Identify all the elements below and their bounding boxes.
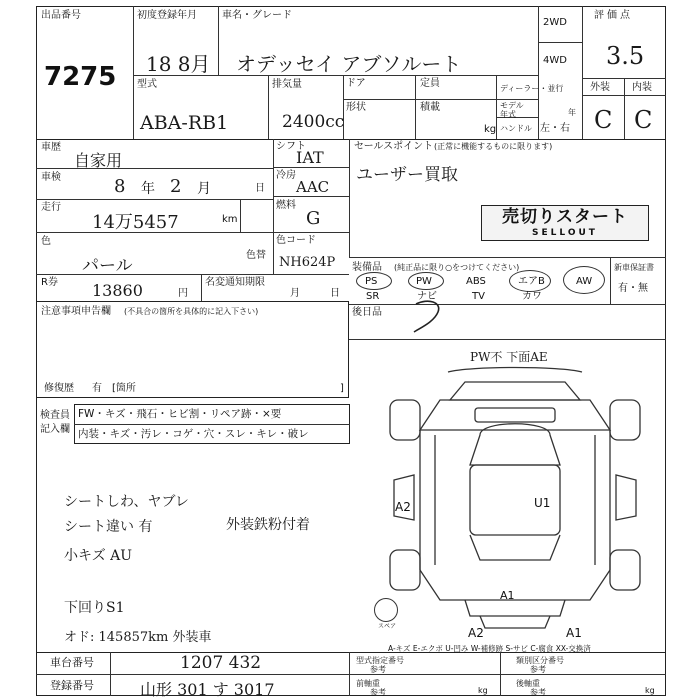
exterior-value: C bbox=[594, 106, 613, 134]
equip-pw: PW bbox=[416, 276, 432, 287]
color-change-label: 色替 bbox=[246, 250, 266, 261]
repair-value: 有 bbox=[92, 383, 102, 394]
shift-value: IAT bbox=[296, 148, 324, 167]
mark-a1-bottom: A1 bbox=[566, 626, 582, 640]
header-col-line-2 bbox=[218, 6, 219, 75]
rear-axle-ref: 参考 bbox=[530, 688, 546, 697]
shape-label: 形状 bbox=[346, 102, 366, 113]
notes-label: 注意事項申告欄 bbox=[41, 306, 111, 317]
body-no-value: 1207 432 bbox=[180, 653, 262, 673]
footer-right-line-2 bbox=[500, 652, 501, 696]
front-axle-ref: 参考 bbox=[370, 688, 386, 697]
mark-a2-bottom: A2 bbox=[468, 626, 484, 640]
diagram-top-note: PW不 下面AE bbox=[470, 350, 548, 364]
spare-label: スペア bbox=[378, 623, 397, 630]
mileage-value: 14万5457 bbox=[92, 212, 179, 233]
kg-label: kg bbox=[484, 124, 497, 135]
inspection-day-label: 日 bbox=[255, 183, 265, 194]
equip-navi: ナビ bbox=[417, 291, 437, 302]
rear-axle-kg: kg bbox=[645, 686, 655, 695]
footer-right-line bbox=[349, 652, 350, 696]
history-right-line bbox=[273, 139, 274, 274]
spare-tire-icon bbox=[374, 598, 398, 622]
lot-no-label: 出品番号 bbox=[41, 10, 81, 21]
ac-line bbox=[273, 196, 349, 197]
equip-leather: カワ bbox=[522, 291, 542, 302]
rear-items-label: 後日品 bbox=[352, 307, 382, 318]
history-line-3 bbox=[36, 232, 349, 233]
transfer-day: 日 bbox=[330, 288, 340, 299]
rear-items-bottom bbox=[349, 339, 666, 340]
fuel-value: G bbox=[306, 208, 321, 229]
inspector-label-2: 記入欄 bbox=[40, 424, 70, 435]
new-car-value: 有・無 bbox=[618, 283, 648, 294]
type-designation-label: 型式指定番号 bbox=[356, 656, 404, 665]
history-line-2 bbox=[36, 199, 273, 200]
repair-part-close: ] bbox=[340, 383, 344, 394]
sellout-sub-text: SELLOUT bbox=[532, 228, 598, 238]
class-label: 類別区分番号 bbox=[516, 656, 564, 665]
ac-value: AAC bbox=[296, 178, 330, 196]
history-label: 車歴 bbox=[41, 142, 61, 153]
history-line-1 bbox=[36, 168, 273, 169]
displacement-label: 排気量 bbox=[272, 79, 302, 90]
rear-axle-label: 後軸重 bbox=[516, 679, 540, 688]
reg-no-label: 登録番号 bbox=[50, 679, 94, 692]
remark-line-5: オド: 145857km 外装車 bbox=[64, 630, 212, 645]
notes-label-note: (不具合の箇所を具体的に記入下さい) bbox=[124, 307, 259, 316]
handle-value: 左・右 bbox=[540, 123, 570, 134]
remark-line-3: 小キズ AU bbox=[64, 548, 133, 564]
inspection-year-unit: 年 bbox=[141, 181, 155, 197]
history-top-line bbox=[36, 139, 666, 140]
mark-a1-rear: A1 bbox=[500, 589, 515, 602]
inspection-month: 2 bbox=[170, 176, 182, 197]
repair-label: 修復歴 bbox=[44, 383, 74, 394]
color-code-value: NH624P bbox=[279, 255, 336, 270]
mileage-label: 走行 bbox=[41, 202, 61, 213]
history-value: 自家用 bbox=[74, 151, 123, 170]
header-model-line bbox=[496, 99, 538, 100]
equip-airbag: エアB bbox=[518, 276, 545, 287]
header-displacement-line bbox=[268, 75, 269, 139]
mark-a2-side: A2 bbox=[395, 500, 411, 514]
wd4-label: 4WD bbox=[543, 55, 567, 66]
remark-line-1: シートしわ、ヤブレ bbox=[64, 494, 189, 510]
repair-part-label: [箇所 bbox=[112, 383, 136, 394]
header-wd-line bbox=[538, 42, 582, 43]
doors-label: ドア bbox=[346, 78, 366, 89]
header-col-line-1 bbox=[133, 6, 134, 139]
interior-value: C bbox=[634, 106, 653, 134]
lot-no-value: 7275 bbox=[44, 62, 117, 92]
transfer-label: 名変通知期限 bbox=[205, 277, 265, 288]
ac-label: 冷房 bbox=[276, 170, 296, 181]
footer-top-line bbox=[36, 652, 666, 653]
displacement-value: 2400cc bbox=[282, 112, 345, 132]
r-value: 13860 bbox=[92, 281, 143, 300]
inspector-label-1: 検査員 bbox=[40, 410, 70, 421]
wd2-label: 2WD bbox=[543, 17, 567, 28]
inspector-row-2: 内装・キズ・汚レ・コゲ・穴・スレ・キレ・破レ bbox=[78, 428, 309, 440]
equip-abs: ABS bbox=[466, 276, 486, 287]
header-kg-line bbox=[496, 75, 497, 139]
r-label: R券 bbox=[41, 277, 58, 288]
inspector-mid-line bbox=[74, 424, 350, 425]
equipment-note: (純正品に限り○をつけてください) bbox=[394, 263, 520, 272]
equipment-top-line bbox=[349, 257, 666, 258]
model-label: 型式 bbox=[137, 79, 157, 90]
class-ref: 参考 bbox=[530, 665, 546, 674]
sales-left-line bbox=[349, 139, 350, 257]
new-car-label: 新車保証書 bbox=[614, 263, 654, 272]
handle-label: ハンドル bbox=[500, 124, 532, 133]
header-capacity-line bbox=[415, 75, 416, 139]
equip-aw: AW bbox=[576, 276, 593, 287]
header-col-line-4 bbox=[582, 6, 583, 139]
type-designation-ref: 参考 bbox=[370, 665, 386, 674]
color-value: パール bbox=[82, 256, 133, 276]
remark-right-note: 外装鉄粉付着 bbox=[226, 517, 310, 533]
shift-line bbox=[273, 167, 349, 168]
fuel-label: 燃料 bbox=[276, 200, 296, 211]
exterior-label: 外装 bbox=[590, 82, 610, 93]
inspector-row-1: FW・キズ・飛石・ヒビ割・リペア跡・×要 bbox=[78, 408, 282, 420]
load-label: 積載 bbox=[420, 102, 440, 113]
body-no-label: 車台番号 bbox=[50, 656, 94, 669]
car-name-label: 車名・グレード bbox=[222, 10, 292, 21]
remark-line-4: 下回りS1 bbox=[64, 600, 125, 616]
inspection-year: 8 bbox=[114, 176, 126, 197]
score-value: 3.5 bbox=[606, 42, 645, 70]
equipment-bottom-line bbox=[349, 304, 666, 305]
first-reg-label: 初度登録年月 bbox=[137, 10, 197, 21]
sellout-main-text: 売切りスタート bbox=[502, 207, 628, 227]
km-label: km bbox=[222, 214, 238, 225]
front-axle-kg: kg bbox=[478, 686, 488, 695]
transfer-month: 月 bbox=[290, 288, 300, 299]
inspection-month-unit: 月 bbox=[197, 181, 211, 197]
front-axle-label: 前軸重 bbox=[356, 679, 380, 688]
damage-legend: A-キズ E-エクボ U-凹み W-補修跡 S-サビ C-腐食 XX-交換済 bbox=[388, 644, 591, 653]
footer-label-line bbox=[110, 652, 111, 696]
rear-items-scribble bbox=[408, 296, 448, 336]
score-label: 評価点 bbox=[594, 10, 633, 21]
inspection-label: 車検 bbox=[41, 172, 61, 183]
header-shape-line bbox=[343, 99, 496, 100]
color-code-label: 色コード bbox=[276, 235, 316, 246]
equipment-right-line bbox=[610, 257, 611, 304]
sellout-stamp bbox=[481, 205, 649, 241]
year-label: 年 bbox=[568, 108, 576, 117]
footer-mid-line bbox=[36, 674, 666, 675]
sales-label-note: (正常に機能するものに限ります) bbox=[434, 142, 553, 151]
equip-tv: TV bbox=[472, 291, 485, 302]
car-name-value: オデッセイ アブソルート bbox=[236, 52, 462, 76]
model-year-label: モデル年式 bbox=[500, 101, 524, 119]
header-col-line-3 bbox=[538, 6, 539, 139]
equip-ps: PS bbox=[365, 276, 378, 287]
dealer-label: ディーラー・並行 bbox=[500, 84, 564, 93]
capacity-label: 定員 bbox=[420, 78, 440, 89]
first-reg-value: 18 8月 bbox=[146, 52, 211, 76]
model-value: ABA-RB1 bbox=[140, 112, 229, 134]
sales-label: セールスポイント bbox=[354, 141, 434, 152]
equip-sr: SR bbox=[366, 291, 380, 302]
mark-u1: U1 bbox=[534, 496, 551, 510]
car-diagram bbox=[380, 360, 650, 640]
r-row-divider bbox=[201, 274, 202, 301]
equipment-label: 装備品 bbox=[352, 262, 382, 273]
reg-no-value: 山形 301 す 3017 bbox=[140, 680, 275, 699]
km-divider bbox=[240, 199, 241, 232]
shift-label: シフト bbox=[276, 141, 306, 152]
header-ext-int-line bbox=[624, 78, 625, 139]
sales-value: ユーザー買取 bbox=[356, 165, 458, 185]
color-label: 色 bbox=[41, 236, 51, 247]
remark-line-2: シート違い 有 bbox=[64, 519, 153, 535]
yen-label: 円 bbox=[178, 288, 188, 299]
interior-label: 内装 bbox=[632, 82, 652, 93]
